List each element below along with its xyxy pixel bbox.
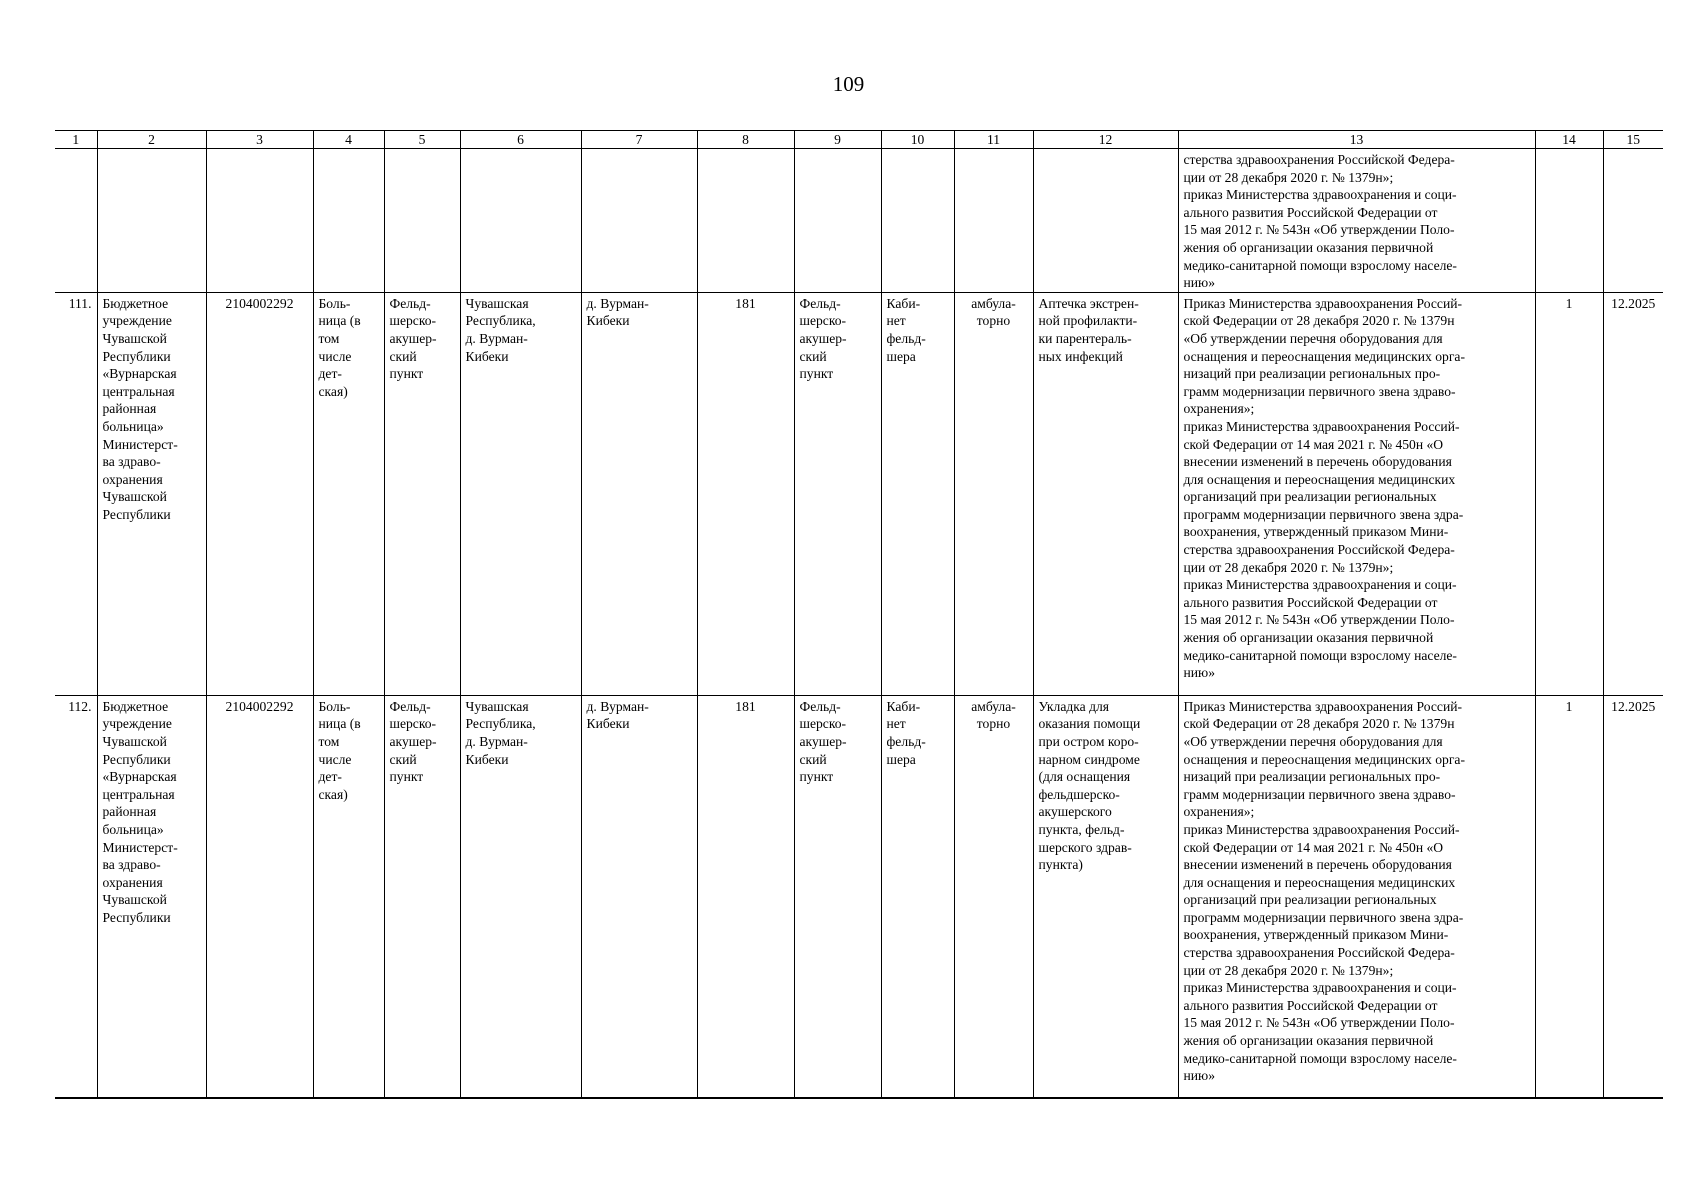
deadline-cell: 12.2025: [1603, 695, 1663, 1098]
locality-cell: д. Вурман- Кибеки: [581, 292, 697, 695]
column-header-3: 3: [206, 131, 313, 149]
column-header-10: 10: [881, 131, 954, 149]
column-header-5: 5: [384, 131, 460, 149]
code-cell: 2104002292: [206, 695, 313, 1098]
care-form-cell: амбула- торно: [954, 695, 1033, 1098]
institution-cell: Бюджетное учреждение Чувашской Республики «Вурнарская центральная районная больница» Министерст- ва здраво- охранения Чувашской Республики: [97, 695, 206, 1098]
equipment-cell: Аптечка экстрен- ной профилакти- ки парентераль- ных инфекций: [1033, 292, 1178, 695]
code-cell: 2104002292: [206, 292, 313, 695]
address-cell: Чувашская Республика, д. Вурман- Кибеки: [460, 292, 581, 695]
legal-basis-cell: стерства здравоохранения Российской Федера- ции от 28 декабря 2020 г. № 1379н»; приказ Министерства здравоохранения и соци- ального развития Российской Федерации от 15 мая 2012 г. № 543н «Об утверждении Поло- жения об организации оказания первичной медико-санитарной помощи взрослому населе- нию»: [1178, 149, 1535, 293]
institution-cell: Бюджетное учреждение Чувашской Республики «Вурнарская центральная районная больница» Министерст- ва здраво- охранения Чувашской Республики: [97, 292, 206, 695]
table-row: [55, 695, 1663, 1098]
institution-type-cell: Боль- ница (в том числе дет- ская): [313, 292, 384, 695]
equipment-cell: Укладка для оказания помощи при остром коро- нарном синдроме (для оснащения фельдшерско- акушерского пункта, фельд- шерского здрав- пункта): [1033, 695, 1178, 1098]
column-header-row: [55, 131, 1663, 149]
column-header-1: 1: [55, 131, 97, 149]
page-number: 109: [832, 72, 865, 96]
locality-cell: д. Вурман- Кибеки: [581, 695, 697, 1098]
unit-cell: Фельд- шерско- акушер- ский пункт: [384, 695, 460, 1098]
column-header-9: 9: [794, 131, 881, 149]
department-cell: Фельд- шерско- акушер- ский пункт: [794, 695, 881, 1098]
room-cell: Каби- нет фельд- шера: [881, 292, 954, 695]
column-header-14: 14: [1535, 131, 1603, 149]
department-cell: Фельд- шерско- акушер- ский пункт: [794, 292, 881, 695]
table-row-continuation: [55, 149, 1663, 293]
row-number-cell: 111.: [55, 292, 97, 695]
column-header-11: 11: [954, 131, 1033, 149]
count-cell: 181: [697, 292, 794, 695]
institution-type-cell: Боль- ница (в том числе дет- ская): [313, 695, 384, 1098]
column-header-4: 4: [313, 131, 384, 149]
column-header-6: 6: [460, 131, 581, 149]
legal-basis-cell: Приказ Министерства здравоохранения Россий- ской Федерации от 28 декабря 2020 г. № 1379н «Об утверждении перечня оборудования для оснащения и переоснащения медицинских орга- низаций при реализации региональных про- грамм модернизации первичного звена здраво- охранения»; приказ Министерства здравоохранения Россий- ской Федерации от 14 мая 2021 г. № 450н «О внесении изменений в перечень оборудования для оснащения и переоснащения медицинских организаций при реализации региональных программ модернизации первичного звена здра- воохранения, утвержденный приказом Мини- стерства здравоохранения Российской Федера- ции от 28 декабря 2020 г. № 1379н»; приказ Министерства здравоохранения и соци- ального развития Российской Федерации от 15 мая 2012 г. № 543н «Об утверждении Поло- жения об организации оказания первичной медико-санитарной помощи взрослому населе- нию»: [1178, 292, 1535, 695]
column-header-2: 2: [97, 131, 206, 149]
count-cell: 181: [697, 695, 794, 1098]
registry-table: [55, 130, 1663, 1099]
column-header-8: 8: [697, 131, 794, 149]
deadline-cell: 12.2025: [1603, 292, 1663, 695]
care-form-cell: амбула- торно: [954, 292, 1033, 695]
row-number-cell: 112.: [55, 695, 97, 1098]
column-header-12: 12: [1033, 131, 1178, 149]
table-row: [55, 292, 1663, 695]
address-cell: Чувашская Республика, д. Вурман- Кибеки: [460, 695, 581, 1098]
column-header-15: 15: [1603, 131, 1663, 149]
room-cell: Каби- нет фельд- шера: [881, 695, 954, 1098]
unit-cell: Фельд- шерско- акушер- ский пункт: [384, 292, 460, 695]
legal-basis-cell: Приказ Министерства здравоохранения Россий- ской Федерации от 28 декабря 2020 г. № 1379н «Об утверждении перечня оборудования для оснащения и переоснащения медицинских орга- низаций при реализации региональных про- грамм модернизации первичного звена здраво- охранения»; приказ Министерства здравоохранения Россий- ской Федерации от 14 мая 2021 г. № 450н «О внесении изменений в перечень оборудования для оснащения и переоснащения медицинских организаций при реализации региональных программ модернизации первичного звена здра- воохранения, утвержденный приказом Мини- стерства здравоохранения Российской Федера- ции от 28 декабря 2020 г. № 1379н»; приказ Министерства здравоохранения и соци- ального развития Российской Федерации от 15 мая 2012 г. № 543н «Об утверждении Поло- жения об организации оказания первичной медико-санитарной помощи взрослому населе- нию»: [1178, 695, 1535, 1098]
quantity-cell: 1: [1535, 695, 1603, 1098]
column-header-13: 13: [1178, 131, 1535, 149]
quantity-cell: 1: [1535, 292, 1603, 695]
column-header-7: 7: [581, 131, 697, 149]
